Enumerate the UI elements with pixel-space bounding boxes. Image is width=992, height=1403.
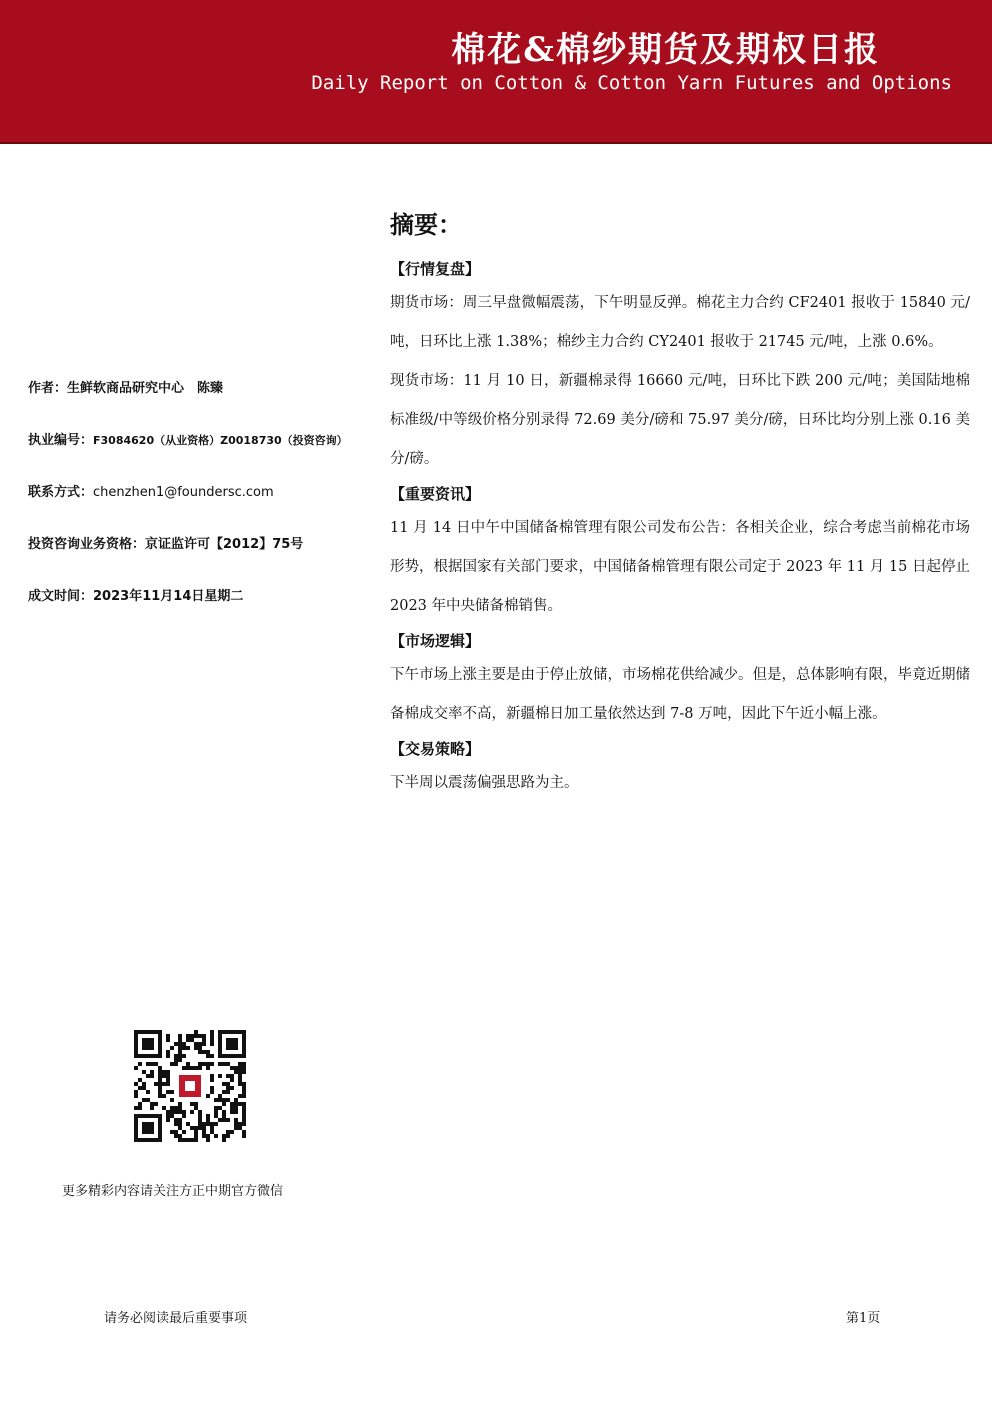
contact-line (28, 481, 274, 500)
author-value: 生鲜软商品研究中心 陈臻 (67, 381, 224, 396)
summary-column (390, 205, 970, 803)
contact-label: 联系方式： (28, 485, 94, 500)
footer-notice: 请务必阅读最后重要事项 (104, 1311, 248, 1326)
license-line (28, 429, 348, 448)
section-title-logic: 【市场逻辑】 (390, 632, 481, 650)
contact-email[interactable]: chenzhen1@foundersc.com (93, 485, 274, 500)
summary-title: 摘要： (390, 211, 462, 239)
section-title-strategy: 【交易策略】 (390, 740, 481, 758)
qr-caption: 更多精彩内容请关注方正中期官方微信 (62, 1184, 284, 1199)
paragraph-futures-market: 期货市场：周三早盘微幅震荡，下午明显反弹。棉花主力合约 CF2401 报收于 15840 元/吨，日环比上涨 1.38%；棉纱主力合约 CY2401 报收于 21745 元/吨，上涨 0.6%。 (390, 295, 970, 350)
paragraph-strategy: 下半周以震荡偏强思路为主。 (390, 775, 579, 791)
report-subtitle: Daily Report on Cotton & Cotton Yarn Futures and Options (311, 72, 952, 94)
date-value: 2023年11月14日星期二 (93, 589, 244, 604)
qr-code-icon (134, 1030, 246, 1142)
license-label: 执业编号： (28, 433, 94, 448)
paragraph-logic: 下午市场上涨主要是由于停止放储，市场棉花供给减少。但是，总体影响有限，毕竟近期储备棉成交率不高，新疆棉日加工量依然达到 7-8 万吨，因此下午近小幅上涨。 (390, 667, 970, 722)
section-title-news: 【重要资讯】 (390, 485, 481, 503)
qualification-value: 京证监许可【2012】75号 (145, 537, 304, 552)
author-label: 作者： (28, 381, 68, 396)
report-title: 棉花&棉纱期货及期权日报 (451, 30, 880, 70)
paragraph-news: 11 月 14 日中午中国储备棉管理有限公司发布公告：各相关企业，综合考虑当前棉花市场形势，根据国家有关部门要求，中国储备棉管理有限公司定于 2023 年 11 月 15 日起停止 2023 年中央储备棉销售。 (390, 520, 970, 614)
author-line (28, 377, 223, 396)
license-value: F3084620（从业资格）Z0018730（投资咨询） (93, 434, 348, 447)
qualification-label: 投资咨询业务资格： (28, 537, 146, 552)
qualification-line (28, 533, 303, 552)
section-title-market-review: 【行情复盘】 (390, 260, 481, 278)
report-header (0, 0, 992, 144)
date-label: 成文时间： (28, 589, 94, 604)
page-number: 第1页 (846, 1311, 881, 1326)
paragraph-spot-market: 现货市场：11 月 10 日，新疆棉录得 16660 元/吨，日环比下跌 200 元/吨；美国陆地棉标准级/中等级价格分别录得 72.69 美分/磅和 75.97 美分/磅，日环比均分别上涨 0.16 美分/磅。 (390, 373, 970, 467)
date-line (28, 585, 243, 604)
